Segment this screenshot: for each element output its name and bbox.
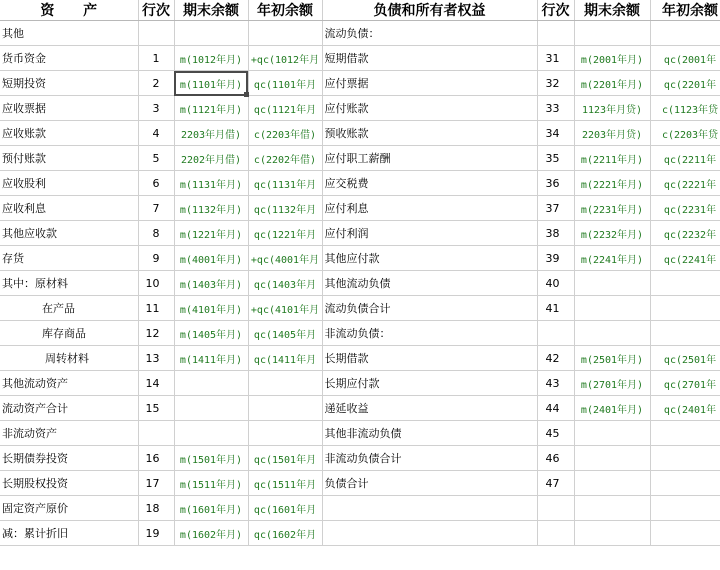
- asset-row-no-cell[interactable]: 19: [138, 521, 174, 546]
- header-end-balance-2[interactable]: 期末余额: [574, 0, 650, 21]
- asset-end-balance-cell[interactable]: m(1221年月): [174, 221, 248, 246]
- liability-name-cell[interactable]: 应付账款: [322, 96, 537, 121]
- asset-begin-balance-cell[interactable]: +qc(4101年月: [248, 296, 322, 321]
- liability-begin-balance-cell[interactable]: qc(2231年: [650, 196, 720, 221]
- liability-row-no-cell[interactable]: 40: [537, 271, 574, 296]
- asset-begin-balance-cell[interactable]: qc(1501年月: [248, 446, 322, 471]
- asset-row-no-cell[interactable]: [138, 421, 174, 446]
- liability-name-cell[interactable]: [322, 521, 537, 546]
- liability-row-no-cell[interactable]: 31: [537, 46, 574, 71]
- table-row: [0, 496, 720, 521]
- liability-row-no-cell[interactable]: 36: [537, 171, 574, 196]
- asset-begin-balance-cell[interactable]: +qc(1012年月: [248, 46, 322, 71]
- asset-row-no-cell[interactable]: 11: [138, 296, 174, 321]
- header-liabilities-equity[interactable]: 负债和所有者权益: [322, 0, 537, 21]
- asset-end-balance-cell[interactable]: m(1405年月): [174, 321, 248, 346]
- liability-begin-balance-cell[interactable]: [650, 296, 720, 321]
- asset-name-cell[interactable]: 应收股利: [0, 171, 138, 196]
- liability-end-balance-cell[interactable]: [574, 446, 650, 471]
- liability-name-cell[interactable]: 负债合计: [322, 471, 537, 496]
- asset-begin-balance-cell[interactable]: qc(1132年月: [248, 196, 322, 221]
- table-row: [0, 371, 720, 396]
- asset-row-no-cell[interactable]: 18: [138, 496, 174, 521]
- table-row: [0, 471, 720, 496]
- liability-row-no-cell[interactable]: 37: [537, 196, 574, 221]
- asset-end-balance-cell[interactable]: m(1131年月): [174, 171, 248, 196]
- liability-end-balance-cell[interactable]: m(2401年月): [574, 396, 650, 421]
- asset-name-cell[interactable]: 其他流动资产: [0, 371, 138, 396]
- asset-row-no-cell[interactable]: 12: [138, 321, 174, 346]
- asset-end-balance-cell[interactable]: [174, 21, 248, 46]
- liability-end-balance-cell[interactable]: m(2501年月): [574, 346, 650, 371]
- liability-end-balance-cell[interactable]: 2203年月贷): [574, 121, 650, 146]
- asset-row-no-cell[interactable]: 6: [138, 171, 174, 196]
- asset-name-cell[interactable]: 存货: [0, 246, 138, 271]
- liability-end-balance-cell[interactable]: m(2211年月): [574, 146, 650, 171]
- asset-end-balance-cell[interactable]: m(1501年月): [174, 446, 248, 471]
- liability-end-balance-cell[interactable]: [574, 471, 650, 496]
- asset-end-balance-cell[interactable]: m(1602年月): [174, 521, 248, 546]
- liability-name-cell[interactable]: 流动负债合计: [322, 296, 537, 321]
- liability-row-no-cell[interactable]: 32: [537, 71, 574, 96]
- asset-name-cell[interactable]: 短期投资: [0, 71, 138, 96]
- liability-name-cell[interactable]: 应付票据: [322, 71, 537, 96]
- asset-name-cell[interactable]: 其他: [0, 21, 138, 46]
- table-row: [0, 21, 720, 46]
- asset-end-balance-cell[interactable]: m(1411年月): [174, 346, 248, 371]
- asset-begin-balance-cell[interactable]: +qc(4001年月: [248, 246, 322, 271]
- asset-name-cell[interactable]: 应收账款: [0, 121, 138, 146]
- asset-row-no-cell[interactable]: 2: [138, 71, 174, 96]
- asset-begin-balance-cell[interactable]: qc(1601年月: [248, 496, 322, 521]
- asset-end-balance-cell[interactable]: 2203年月借): [174, 121, 248, 146]
- liability-row-no-cell[interactable]: 47: [537, 471, 574, 496]
- table-row: [0, 421, 720, 446]
- asset-end-balance-cell[interactable]: m(1511年月): [174, 471, 248, 496]
- cell-fill-handle[interactable]: [244, 92, 249, 97]
- liability-begin-balance-cell[interactable]: c(1123年贷: [650, 96, 720, 121]
- table-row: [0, 221, 720, 246]
- liability-row-no-cell[interactable]: 45: [537, 421, 574, 446]
- liability-begin-balance-cell[interactable]: qc(2401年: [650, 396, 720, 421]
- liability-end-balance-cell[interactable]: m(2232年月): [574, 221, 650, 246]
- liability-name-cell[interactable]: 应交税费: [322, 171, 537, 196]
- liability-row-no-cell[interactable]: 35: [537, 146, 574, 171]
- asset-row-no-cell[interactable]: 4: [138, 121, 174, 146]
- liability-name-cell[interactable]: 非流动负债合计: [322, 446, 537, 471]
- liability-name-cell[interactable]: [322, 496, 537, 521]
- liability-row-no-cell[interactable]: 38: [537, 221, 574, 246]
- asset-end-balance-cell[interactable]: m(4001年月): [174, 246, 248, 271]
- asset-end-balance-cell[interactable]: m(4101年月): [174, 296, 248, 321]
- header-row: [0, 0, 720, 21]
- asset-name-cell[interactable]: 流动资产合计: [0, 396, 138, 421]
- liability-end-balance-cell[interactable]: m(2201年月): [574, 71, 650, 96]
- asset-row-no-cell[interactable]: 13: [138, 346, 174, 371]
- asset-begin-balance-cell[interactable]: qc(1602年月: [248, 521, 322, 546]
- table-row: [0, 246, 720, 271]
- asset-end-balance-cell[interactable]: 2202年月借): [174, 146, 248, 171]
- asset-name-cell[interactable]: 减：累计折旧: [0, 521, 138, 546]
- liability-begin-balance-cell[interactable]: [650, 271, 720, 296]
- table-row: [0, 171, 720, 196]
- asset-end-balance-cell[interactable]: [174, 421, 248, 446]
- liability-begin-balance-cell[interactable]: [650, 421, 720, 446]
- liability-end-balance-cell[interactable]: m(2701年月): [574, 371, 650, 396]
- table-row: [0, 71, 720, 96]
- asset-row-no-cell[interactable]: 7: [138, 196, 174, 221]
- header-end-balance[interactable]: 期末余额: [174, 0, 248, 21]
- asset-begin-balance-cell[interactable]: qc(1511年月: [248, 471, 322, 496]
- liability-end-balance-cell[interactable]: [574, 21, 650, 46]
- liability-name-cell[interactable]: 递延收益: [322, 396, 537, 421]
- liability-begin-balance-cell[interactable]: [650, 521, 720, 546]
- liability-name-cell[interactable]: 其他流动负债: [322, 271, 537, 296]
- liability-name-cell[interactable]: 非流动负债：: [322, 321, 537, 346]
- table-row: [0, 521, 720, 546]
- asset-begin-balance-cell[interactable]: [248, 371, 322, 396]
- liability-begin-balance-cell[interactable]: [650, 496, 720, 521]
- table-row: [0, 396, 720, 421]
- asset-row-no-cell[interactable]: 10: [138, 271, 174, 296]
- table-row: [0, 446, 720, 471]
- liability-begin-balance-cell[interactable]: qc(2501年: [650, 346, 720, 371]
- liability-begin-balance-cell[interactable]: [650, 446, 720, 471]
- asset-name-cell[interactable]: 其中：原材料: [0, 271, 138, 296]
- asset-end-balance-cell[interactable]: m(1132年月): [174, 196, 248, 221]
- header-begin-balance-2[interactable]: 年初余额: [650, 0, 720, 21]
- table-row: [0, 296, 720, 321]
- liability-end-balance-cell[interactable]: [574, 271, 650, 296]
- liability-begin-balance-cell[interactable]: qc(2221年: [650, 171, 720, 196]
- table-row: [0, 146, 720, 171]
- asset-row-no-cell[interactable]: 14: [138, 371, 174, 396]
- asset-name-cell[interactable]: 长期债券投资: [0, 446, 138, 471]
- asset-end-balance-cell[interactable]: [174, 396, 248, 421]
- liability-name-cell[interactable]: 长期借款: [322, 346, 537, 371]
- asset-begin-balance-cell[interactable]: qc(1411年月: [248, 346, 322, 371]
- liability-name-cell[interactable]: 长期应付款: [322, 371, 537, 396]
- liability-name-cell[interactable]: 应付利息: [322, 196, 537, 221]
- liability-begin-balance-cell[interactable]: qc(2701年: [650, 371, 720, 396]
- liability-row-no-cell[interactable]: [537, 21, 574, 46]
- asset-end-balance-cell[interactable]: m(1121年月): [174, 96, 248, 121]
- asset-begin-balance-cell[interactable]: qc(1403年月: [248, 271, 322, 296]
- liability-row-no-cell[interactable]: [537, 496, 574, 521]
- asset-row-no-cell[interactable]: 1: [138, 46, 174, 71]
- liability-row-no-cell[interactable]: 46: [537, 446, 574, 471]
- liability-row-no-cell[interactable]: 33: [537, 96, 574, 121]
- liability-end-balance-cell[interactable]: [574, 521, 650, 546]
- liability-name-cell[interactable]: 其他应付款: [322, 246, 537, 271]
- asset-name-cell[interactable]: 周转材料: [0, 346, 138, 371]
- header-begin-balance[interactable]: 年初余额: [248, 0, 322, 21]
- liability-row-no-cell[interactable]: [537, 321, 574, 346]
- asset-row-no-cell[interactable]: 8: [138, 221, 174, 246]
- asset-end-balance-cell[interactable]: m(1601年月): [174, 496, 248, 521]
- asset-name-cell[interactable]: 应收利息: [0, 196, 138, 221]
- header-assets[interactable]: 资 产: [0, 0, 138, 21]
- liability-end-balance-cell[interactable]: m(2231年月): [574, 196, 650, 221]
- liability-name-cell[interactable]: 流动负债：: [322, 21, 537, 46]
- liability-end-balance-cell[interactable]: [574, 321, 650, 346]
- asset-row-no-cell[interactable]: 3: [138, 96, 174, 121]
- liability-begin-balance-cell[interactable]: c(2203年贷: [650, 121, 720, 146]
- asset-begin-balance-cell[interactable]: qc(1101年月: [248, 71, 322, 96]
- header-row-no-2[interactable]: 行次: [537, 0, 574, 21]
- table-row: [0, 271, 720, 296]
- asset-row-no-cell[interactable]: 9: [138, 246, 174, 271]
- table-row: [0, 321, 720, 346]
- asset-begin-balance-cell[interactable]: qc(1131年月: [248, 171, 322, 196]
- asset-begin-balance-cell[interactable]: c(2202年借): [248, 146, 322, 171]
- asset-begin-balance-cell[interactable]: [248, 396, 322, 421]
- liability-end-balance-cell[interactable]: m(2001年月): [574, 46, 650, 71]
- header-row-no[interactable]: 行次: [138, 0, 174, 21]
- liability-begin-balance-cell[interactable]: qc(2001年: [650, 46, 720, 71]
- asset-row-no-cell[interactable]: 16: [138, 446, 174, 471]
- table-row: [0, 196, 720, 221]
- liability-end-balance-cell[interactable]: [574, 421, 650, 446]
- asset-name-cell[interactable]: 长期股权投资: [0, 471, 138, 496]
- asset-begin-balance-cell[interactable]: [248, 21, 322, 46]
- liability-row-no-cell[interactable]: 42: [537, 346, 574, 371]
- selected-cell[interactable]: m(1101年月): [174, 71, 248, 96]
- liability-row-no-cell[interactable]: [537, 521, 574, 546]
- liability-begin-balance-cell[interactable]: qc(2232年: [650, 221, 720, 246]
- asset-name-cell[interactable]: 库存商品: [0, 321, 138, 346]
- liability-begin-balance-cell[interactable]: [650, 21, 720, 46]
- liability-name-cell[interactable]: 其他非流动负债: [322, 421, 537, 446]
- table-row: [0, 96, 720, 121]
- liability-begin-balance-cell[interactable]: [650, 321, 720, 346]
- liability-row-no-cell[interactable]: 34: [537, 121, 574, 146]
- liability-end-balance-cell[interactable]: [574, 296, 650, 321]
- asset-name-cell[interactable]: 预付账款: [0, 146, 138, 171]
- liability-begin-balance-cell[interactable]: qc(2201年: [650, 71, 720, 96]
- asset-name-cell[interactable]: 应收票据: [0, 96, 138, 121]
- asset-name-cell[interactable]: 货币资金: [0, 46, 138, 71]
- asset-end-balance-cell[interactable]: [174, 371, 248, 396]
- asset-begin-balance-cell[interactable]: qc(1405年月: [248, 321, 322, 346]
- asset-begin-balance-cell[interactable]: [248, 421, 322, 446]
- asset-name-cell[interactable]: 其他应收款: [0, 221, 138, 246]
- asset-name-cell[interactable]: 在产品: [0, 296, 138, 321]
- asset-begin-balance-cell[interactable]: qc(1121年月: [248, 96, 322, 121]
- asset-row-no-cell[interactable]: 5: [138, 146, 174, 171]
- asset-end-balance-cell[interactable]: m(1012年月): [174, 46, 248, 71]
- asset-row-no-cell[interactable]: 17: [138, 471, 174, 496]
- liability-begin-balance-cell[interactable]: [650, 471, 720, 496]
- liability-end-balance-cell[interactable]: m(2241年月): [574, 246, 650, 271]
- liability-begin-balance-cell[interactable]: qc(2241年: [650, 246, 720, 271]
- liability-name-cell[interactable]: 应付利润: [322, 221, 537, 246]
- liability-name-cell[interactable]: 应付职工薪酬: [322, 146, 537, 171]
- liability-end-balance-cell[interactable]: [574, 496, 650, 521]
- asset-begin-balance-cell[interactable]: c(2203年借): [248, 121, 322, 146]
- liability-row-no-cell[interactable]: 44: [537, 396, 574, 421]
- table-row: [0, 346, 720, 371]
- liability-name-cell[interactable]: 短期借款: [322, 46, 537, 71]
- liability-end-balance-cell[interactable]: m(2221年月): [574, 171, 650, 196]
- liability-row-no-cell[interactable]: 41: [537, 296, 574, 321]
- asset-end-balance-cell[interactable]: m(1403年月): [174, 271, 248, 296]
- liability-row-no-cell[interactable]: 43: [537, 371, 574, 396]
- asset-row-no-cell[interactable]: [138, 21, 174, 46]
- liability-end-balance-cell[interactable]: 1123年月贷): [574, 96, 650, 121]
- liability-row-no-cell[interactable]: 39: [537, 246, 574, 271]
- asset-name-cell[interactable]: 固定资产原价: [0, 496, 138, 521]
- table-row: [0, 46, 720, 71]
- liability-name-cell[interactable]: 预收账款: [322, 121, 537, 146]
- asset-name-cell[interactable]: 非流动资产: [0, 421, 138, 446]
- table-row: [0, 121, 720, 146]
- asset-begin-balance-cell[interactable]: qc(1221年月: [248, 221, 322, 246]
- liability-begin-balance-cell[interactable]: qc(2211年: [650, 146, 720, 171]
- asset-row-no-cell[interactable]: 15: [138, 396, 174, 421]
